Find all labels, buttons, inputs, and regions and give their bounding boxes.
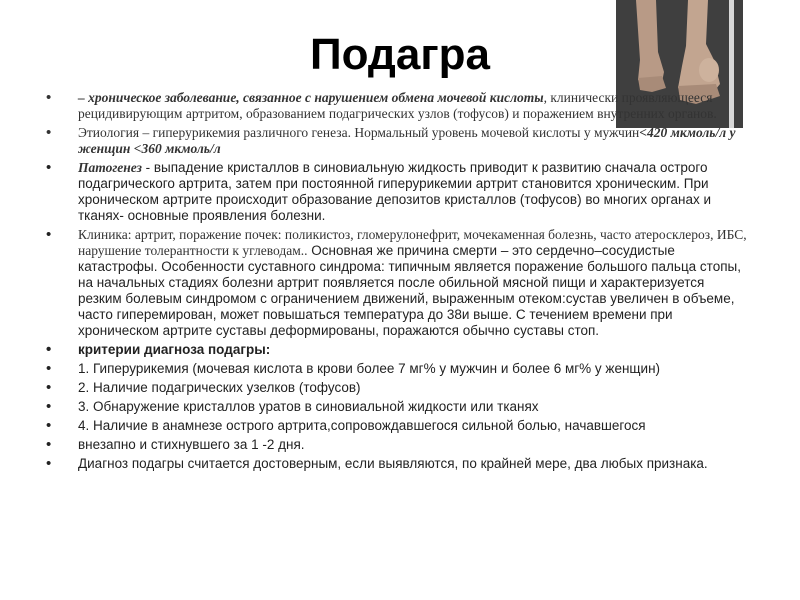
bullet-criterion-3: • 3. Обнаружение кристаллов уратов в синовиальной жидкости или тканях [0, 399, 800, 415]
clinic-sans-text: Основная же причина смерти – это сердечно–сосудистые катастрофы. Особенности суставного синдрома: типичным является поражение большого пальца стопы, на начальных стадиях болезни артрит появляется после обильной мясной пищи и характеризуется резким болевым синдромом с ограничением движений, выраженным отеком:сустав увеличен в объеме, часто гиперемирован, может повышаться температура до 38и выше. С течением времени при хроническом артрите суставы деформированы, поражаются обычно суставы стоп. [78, 243, 741, 338]
etiology-norm: <420 мкмоль/л у женщин <360 мкмоль/л [78, 125, 736, 156]
pathogenesis-label: Патогенез [78, 160, 142, 175]
bullet-criterion-1: • 1. Гиперурикемия (мочевая кислота в крови более 7 мг% у мужчин и более 6 мг% у женщин) [0, 361, 800, 377]
definition-rest: , клинически проявляющееся рецидивирующим артритом, образованием подагрических узлов (тофусов) и поражением внутренних органов. [78, 90, 717, 121]
bullet-etiology [0, 125, 800, 157]
clinic-serif-text: Клиника: артрит, поражение почек: поликистоз, гломерулонефрит, мочекаменная болезнь, часто атеросклероз, ИБС, нарушение толерантности к углеводам.. [78, 227, 747, 258]
etiology-text: Этиология – гиперурикемия различного генеза. Нормальный уровень мочевой кислоты у мужчин [78, 125, 640, 140]
pathogenesis-text: - выпадение кристаллов в синовиальную жидкость приводит к развитию сначала острого подагрического артрита, затем при постоянной гиперурикемии артрит становится хроническим. При хроническом артрите происходит образование депозитов кристаллов (тофусов) во многих органах и тканях- основные проявления болезни. [78, 160, 711, 223]
bullet-criterion-4: • 4. Наличие в анамнезе острого артрита,сопровождавшегося сильной болью, начавшегося [0, 418, 800, 434]
bullet-criteria-heading: • критерии диагноза подагры: [0, 342, 800, 358]
bullet-pathogenesis [0, 160, 800, 224]
bullet-criterion-2: • 2. Наличие подагрических узелков (тофусов) [0, 380, 800, 396]
bullet-diagnosis-rule: • Диагноз подагры считается достоверным, если выявляются, по крайней мере, два любых признака. [0, 456, 800, 472]
content-bullets [0, 90, 800, 475]
bullet-definition [0, 90, 800, 122]
definition-lead: – хроническое заболевание, связанное с нарушением обмена мочевой кислоты [78, 90, 544, 105]
bullet-criterion-4-continued: • внезапно и стихнувшего за 1 -2 дня. [0, 437, 800, 453]
slide-title: Подагра [310, 30, 490, 79]
bullet-clinic [0, 227, 800, 339]
